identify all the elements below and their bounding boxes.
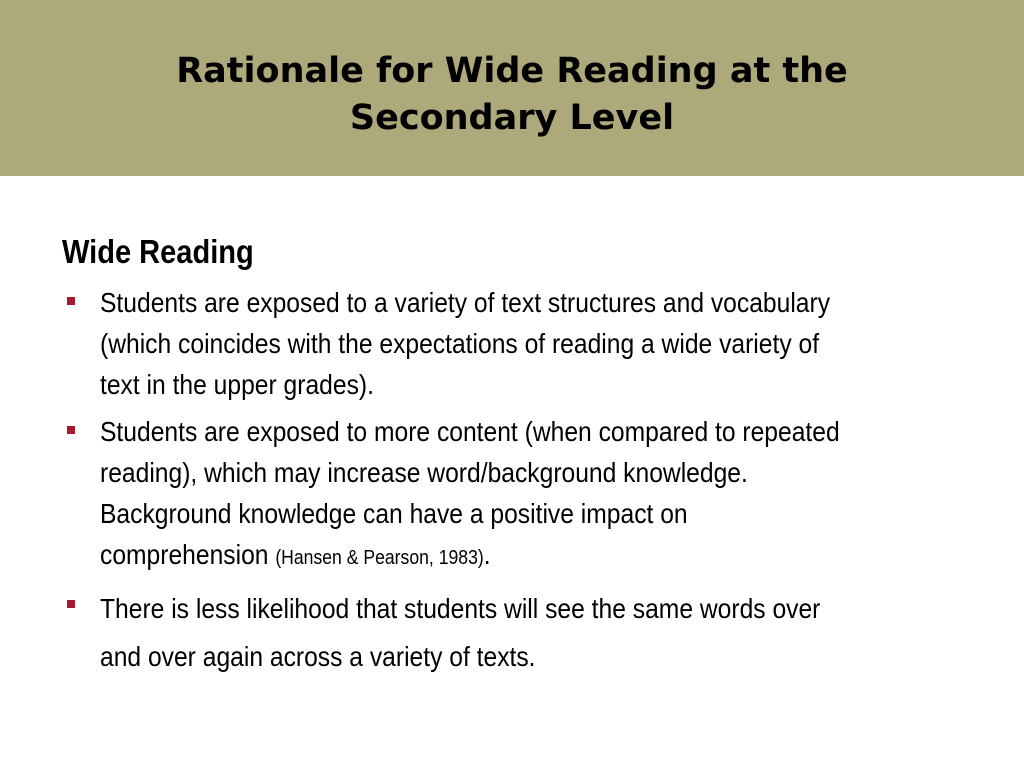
bullet-3-line-2: and over again across a variety of texts. — [100, 641, 536, 672]
square-bullet-icon — [67, 600, 75, 608]
bullet-2-line-2: reading), which may increase word/background knowledge. — [100, 457, 748, 488]
bullet-2-line-1: Students are exposed to more content (when compared to repeated — [100, 416, 840, 447]
bullet-item-3 — [62, 585, 962, 681]
bullet-3-line-1: There is less likelihood that students will see the same words over — [100, 593, 821, 624]
slide-title — [100, 48, 924, 142]
bullet-1-line-3: text in the upper grades). — [100, 369, 374, 400]
bullet-1-line-2: (which coincides with the expectations of reading a wide variety of — [100, 328, 820, 359]
slide-title-line-2: Secondary Level — [349, 98, 675, 138]
bullet-1-line-1: Students are exposed to a variety of text structures and vocabulary — [100, 287, 831, 318]
section-heading: Wide Reading — [62, 233, 254, 270]
square-bullet-icon — [67, 426, 75, 434]
bullet-2-line-4-text: comprehension — [100, 539, 276, 570]
bullet-2-line-3: Background knowledge can have a positive impact on — [100, 498, 688, 529]
bullet-2-line-4 — [100, 534, 859, 579]
bullet-item-1 — [62, 282, 962, 405]
square-bullet-icon — [67, 297, 75, 305]
bullet-2-line-4-end: . — [483, 539, 491, 570]
citation: (Hansen & Pearson, 1983) — [275, 547, 484, 569]
bullet-list — [62, 282, 962, 681]
bullet-item-2 — [62, 411, 962, 579]
content-area — [62, 228, 962, 687]
slide-title-line-1: Rationale for Wide Reading at the — [176, 51, 848, 91]
